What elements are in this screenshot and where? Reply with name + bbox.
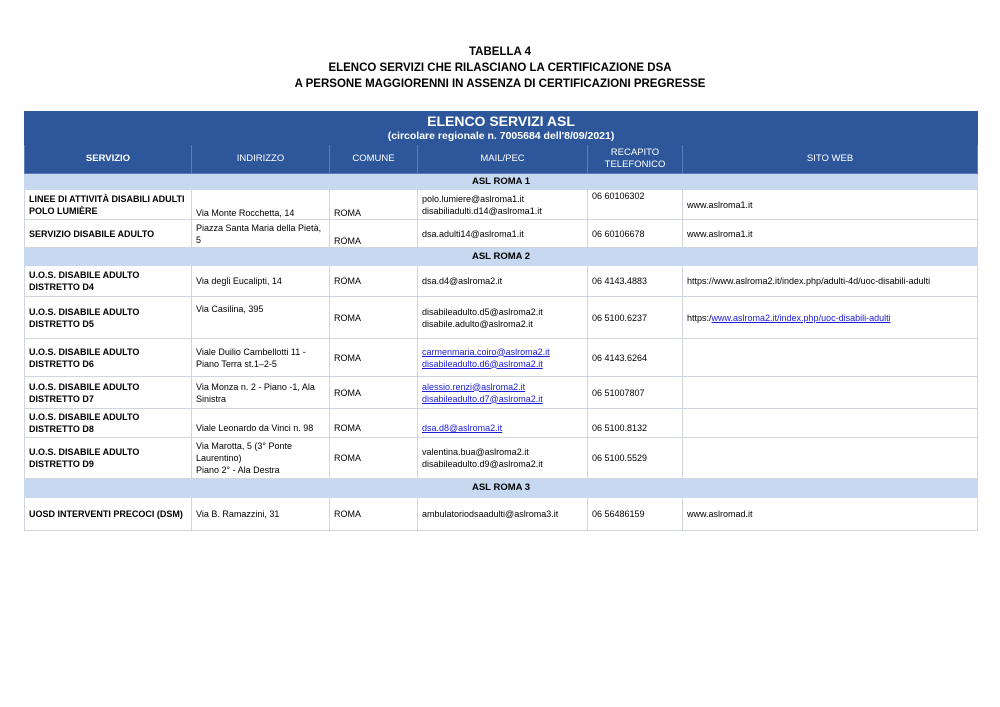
table-row [25,498,978,531]
mail-link[interactable]: disabileadulto.d6@aslroma2.it [422,358,543,369]
mail-link[interactable]: carmenmaria.coiro@aslroma2.it [422,346,550,357]
col-header-recapito-line2: TELEFONICO [604,159,666,170]
cell-comune: ROMA [330,339,418,377]
cell-telefono: 06 60106678 [588,220,683,248]
servizio-line: DISTRETTO D4 [29,282,94,292]
cell-servizio [25,190,192,220]
cell-comune: ROMA [330,190,418,220]
indirizzo-line: Viale Duilio Cambellotti 11 - [196,346,306,357]
table-title-row [25,112,978,145]
cell-telefono: 06 51007807 [588,377,683,409]
cell-comune: ROMA [330,266,418,297]
cell-indirizzo [192,220,330,248]
mail-address[interactable]: disabileadulto.d9@aslroma2.it [422,459,543,469]
mail-address[interactable]: polo.lumiere@aslroma1.it [422,193,525,204]
cell-sito[interactable]: www.aslromad.it [683,498,978,531]
cell-sito [683,377,978,409]
cell-servizio [25,377,192,409]
servizio-line: U.O.S. DISABILE ADULTO [29,447,140,457]
col-header-mail: MAIL/PEC [418,145,588,174]
cell-telefono: 06 60106302 [588,190,683,220]
section-label: ASL ROMA 2 [25,248,978,266]
table-title: ELENCO SERVIZI ASL [427,113,575,129]
mail-link[interactable]: alessio.renzi@aslroma2.it [422,381,526,392]
cell-sito [683,339,978,377]
servizio-line: U.O.S. DISABILE ADULTO [29,346,140,357]
servizio-line: U.O.S. DISABILE ADULTO [29,270,140,280]
servizio-line: POLO LUMIÈRE [29,205,98,216]
cell-mail [418,297,588,339]
cell-comune: ROMA [330,377,418,409]
table-row [25,266,978,297]
cell-mail [418,339,588,377]
cell-telefono: 06 5100.8132 [588,409,683,438]
servizio-line: DISTRETTO D5 [29,318,94,329]
cell-sito [683,409,978,438]
cell-indirizzo: Via Monte Rocchetta, 14 [192,190,330,220]
cell-mail [418,190,588,220]
servizio-line: U.O.S. DISABILE ADULTO [29,381,140,392]
section-row [25,248,978,266]
cell-telefono: 06 5100.6237 [588,297,683,339]
servizio-line: U.O.S. DISABILE ADULTO [29,306,140,317]
cell-servizio [25,266,192,297]
mail-address[interactable]: disabiliadulti.d14@aslroma1.it [422,205,542,216]
cell-servizio: UOSD INTERVENTI PRECOCI (DSM) [25,498,192,531]
cell-sito [683,297,978,339]
cell-servizio [25,438,192,479]
section-label: ASL ROMA 1 [25,174,978,190]
cell-indirizzo [192,438,330,479]
cell-mail [418,438,588,479]
servizio-line: LINEE DI ATTIVITÀ DISABILI ADULTI [29,193,185,204]
heading-subtitle: A PERSONE MAGGIORENNI IN ASSENZA DI CERTIFICAZIONI PREGRESSE [294,78,706,90]
mail-address[interactable]: valentina.bua@aslroma2.it [422,447,529,457]
column-header-row [25,145,978,174]
col-header-comune: COMUNE [330,145,418,174]
table-row [25,339,978,377]
servizio-line: DISTRETTO D6 [29,358,94,369]
table-row [25,438,978,479]
col-header-servizio: SERVIZIO [25,145,192,174]
sito-prefix: https:/ [687,312,712,323]
cell-servizio [25,339,192,377]
servizio-line: U.O.S. DISABILE ADULTO [29,412,140,422]
table-subtitle: (circolare regionale n. 7005684 dell'8/09/2021) [387,130,615,142]
cell-servizio: SERVIZIO DISABILE ADULTO [25,220,192,248]
cell-comune: ROMA [330,297,418,339]
cell-indirizzo [192,339,330,377]
sito-link[interactable]: www.aslroma2.it/index.php/uoc-disabili-adulti [711,312,891,323]
indirizzo-line: Sinistra [196,393,227,404]
table-row [25,190,978,220]
cell-comune: ROMA [330,409,418,438]
cell-comune: ROMA [330,498,418,531]
cell-sito[interactable]: www.aslroma1.it [683,190,978,220]
cell-mail[interactable]: dsa.adulti14@aslroma1.it [418,220,588,248]
indirizzo-line: Laurentino) [196,453,242,463]
cell-comune: ROMA [330,438,418,479]
servizio-line: DISTRETTO D8 [29,424,94,434]
cell-servizio [25,409,192,438]
col-header-recapito-line1: RECAPITO [610,147,660,158]
cell-indirizzo: Via B. Ramazzini, 31 [192,498,330,531]
section-row [25,479,978,498]
cell-mail[interactable]: ambulatoriodsaadulti@aslroma3.it [418,498,588,531]
section-row [25,174,978,190]
cell-sito[interactable]: https://www.aslroma2.it/index.php/adulti-4d/uoc-disabili-adulti [683,266,978,297]
cell-servizio [25,297,192,339]
heading-table-number: TABELLA 4 [469,46,531,58]
col-header-indirizzo: INDIRIZZO [192,145,330,174]
indirizzo-line: Via Marotta, 5 (3° Ponte [196,441,292,451]
cell-indirizzo: Viale Leonardo da Vinci n. 98 [192,409,330,438]
table-row [25,297,978,339]
mail-address[interactable]: disabile.adulto@aslroma2.it [422,318,533,329]
cell-comune: ROMA [330,220,418,248]
indirizzo-line: Piazza Santa Maria della Pietà, [196,222,322,233]
document-heading [0,44,1000,92]
cell-telefono: 06 4143.4883 [588,266,683,297]
heading-title: ELENCO SERVIZI CHE RILASCIANO LA CERTIFICAZIONE DSA [328,62,672,74]
table-row [25,377,978,409]
cell-telefono: 06 4143.6264 [588,339,683,377]
cell-telefono: 06 5100.5529 [588,438,683,479]
cell-mail [418,409,588,438]
mail-address[interactable]: disabileadulto.d5@aslroma2.it [422,306,543,317]
cell-indirizzo: Via Casilina, 395 [192,297,330,339]
cell-indirizzo [192,377,330,409]
table-row [25,409,978,438]
cell-indirizzo: Via degli Eucalipti, 14 [192,266,330,297]
cell-sito[interactable]: www.aslroma1.it [683,220,978,248]
cell-mail [418,377,588,409]
asl-services-table [24,111,978,531]
indirizzo-line: Piano Terra st.1–2-5 [196,358,277,369]
mail-link[interactable]: dsa.d8@aslroma2.it [422,423,503,433]
section-label: ASL ROMA 3 [25,479,978,498]
indirizzo-line: Piano 2° - Ala Destra [196,465,280,475]
cell-sito [683,438,978,479]
mail-link[interactable]: disabileadulto.d7@aslroma2.it [422,393,543,404]
table-row [25,220,978,248]
servizio-line: DISTRETTO D9 [29,459,94,469]
indirizzo-line: Via Monza n. 2 - Piano -1, Ala [196,381,315,392]
cell-mail[interactable]: dsa.d4@aslroma2.it [418,266,588,297]
indirizzo-line: 5 [196,234,202,245]
cell-telefono: 06 56486159 [588,498,683,531]
servizio-line: DISTRETTO D7 [29,393,94,404]
col-header-sito: SITO WEB [683,145,978,174]
col-header-recapito [588,145,683,174]
